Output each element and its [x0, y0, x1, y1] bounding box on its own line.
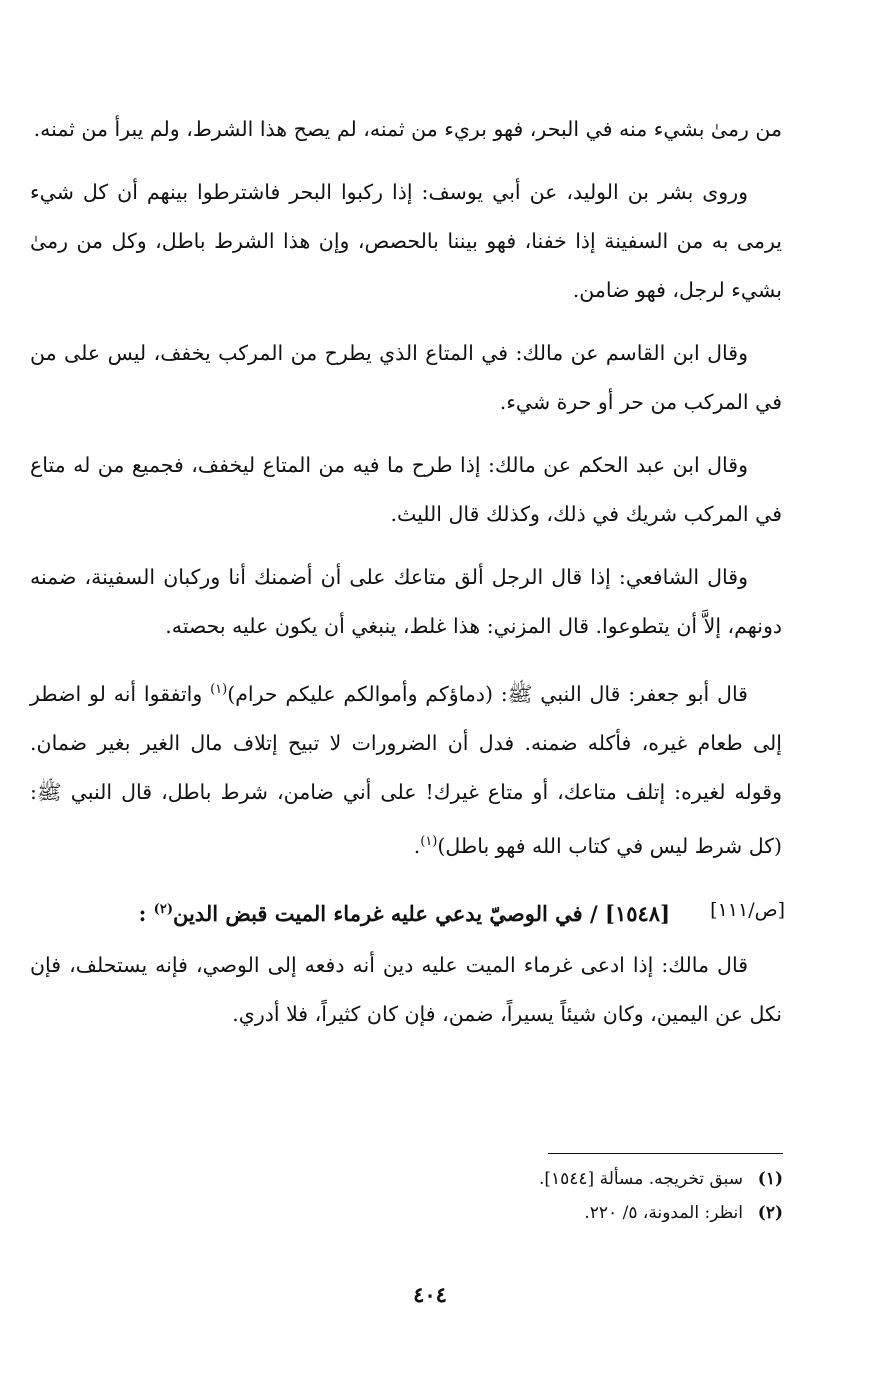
- footnote-2: [300, 1196, 783, 1230]
- abu-jafar-text-3: .: [413, 833, 421, 858]
- footnote-text: انظر: المدونة، ٥/ ٢٢٠.: [584, 1203, 743, 1223]
- section-heading: [139, 885, 670, 939]
- paragraph-3: وقال ابن القاسم عن مالك: في المتاع الذي يطرح من المركب يخفف، ليس على من في المركب من حر أو حرة شيء.: [30, 341, 782, 414]
- footnotes: [300, 1162, 783, 1230]
- footnote-ref-2: (٢): [153, 901, 173, 917]
- section-heading-colon: :: [138, 900, 147, 926]
- footnote-number: (٢): [757, 1203, 783, 1223]
- footnote-text: سبق تخريجه. مسألة [١٥٤٤].: [538, 1169, 743, 1189]
- abu-jafar-text-2: واتفقوا أنه لو اضطر إلى طعام غيره، فأكله ضمنه. فدل أن الضرورات لا تبيح إتلاف مال الغير بغير ضمان. وقوله لغيره: إتلف متاعك، أو متاع غيرك! على أني ضامن، شرط باطل، قال النبي ﷺ: (كل شرط ليس في كتاب الله فهو باطل): [30, 681, 782, 858]
- footnote-ref-1b: (١): [420, 833, 438, 849]
- paragraph-malik: قال مالك: إذا ادعى غرماء الميت عليه دين أنه دفعه إلى الوصي، فإنه يستحلف، فإن نكل عن اليمين، وكان شيئاً يسيراً، ضمن، فإن كان كثيراً، فلا أدري.: [30, 952, 782, 1026]
- section-heading-line: [30, 885, 785, 935]
- paragraph-abu-jafar: [30, 665, 782, 871]
- footnote-divider: [548, 1153, 783, 1154]
- abu-jafar-text-1: قال أبو جعفر: قال النبي ﷺ: (دماؤكم وأموالكم عليكم حرام): [227, 681, 748, 706]
- footnote-1: [300, 1162, 783, 1196]
- section-heading-text: [١٥٤٨] / في الوصيّ يدعي عليه غرماء الميت قبض الدين: [172, 900, 670, 926]
- paragraph-1: من رمىٰ بشيء منه في البحر، فهو بريء من ثمنه، لم يصح هذا الشرط، ولم يبرأ من ثمنه.: [33, 117, 782, 141]
- paragraph-4: وقال ابن عبد الحكم عن مالك: إذا طرح ما فيه من المتاع ليخفف، فجميع من له متاع في المركب شريك في ذلك، وكذلك قال الليث.: [30, 453, 782, 526]
- main-text: [30, 105, 785, 1053]
- paragraph-5: وقال الشافعي: إذا قال الرجل ألق متاعك على أن أضمنك أنا وركبان السفينة، ضمنه دونهم، إلاَّ أن يتطوعوا. قال المزني: هذا غلط، ينبغي أن يكون عليه بحصته.: [30, 565, 782, 638]
- page-number: ٤٠٤: [413, 1282, 447, 1307]
- footnote-number: (١): [757, 1169, 783, 1189]
- page-reference: [ص/١١١]: [710, 898, 785, 921]
- paragraph-2: وروى بشر بن الوليد، عن أبي يوسف: إذا ركبوا البحر فاشترطوا بينهم أن كل شيء يرمى به من السفينة إذا خفنا، فهو بيننا بالحصص، وإن هذا الشرط باطل، وكل من رمىٰ بشيء لرجل، فهو ضامن.: [30, 180, 782, 302]
- footnote-ref-1: (١): [210, 682, 228, 697]
